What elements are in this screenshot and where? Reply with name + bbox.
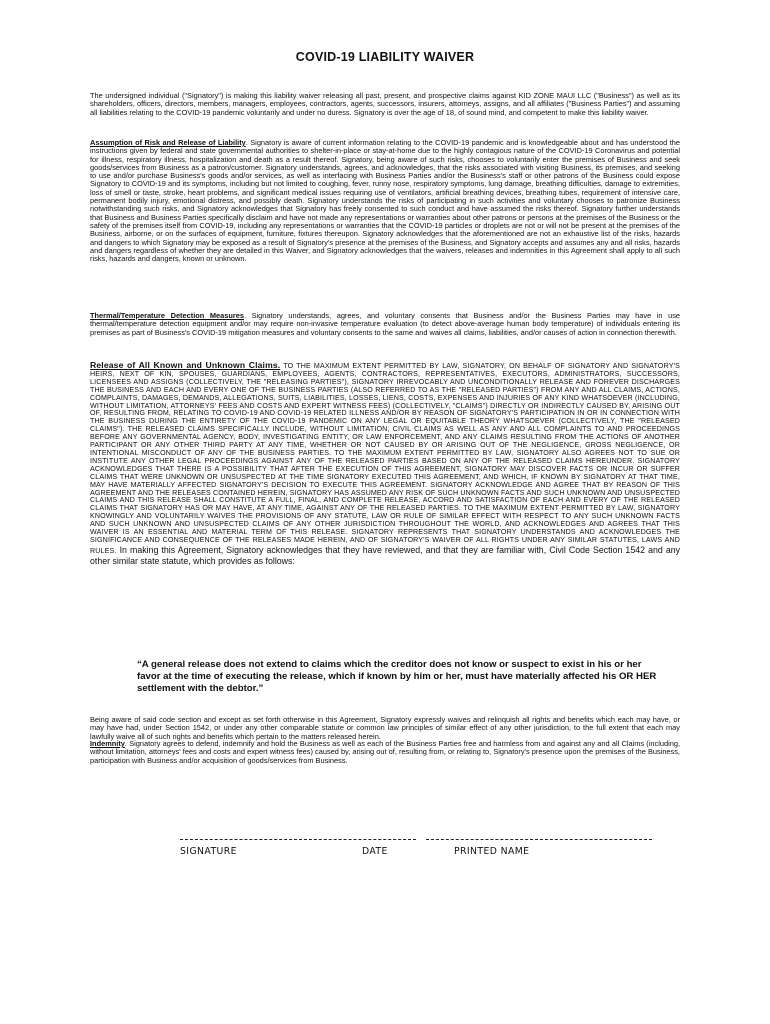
printed-name-line[interactable]	[426, 839, 652, 840]
indemnity-heading: Indemnity	[90, 739, 125, 748]
civil-code-quote: “A general release does not extend to claims which the creditor does not know or suspect to exist in his or her favor at the time of executing the release, which if known by him or her, must have materially affected his OR HER settlement with the debtor.”	[137, 659, 657, 694]
intro-paragraph: The undersigned individual ("Signatory") is making this liability waiver releasing all past, present, and prospective claims against KID ZONE MAUI LLC ("Business") as well as its shareholders, officers, directors, members, managers, employees, contractors, agents, successors, insurers, attorneys, assigns, and all affiliates ("Business Parties") and assuming all liabilities relating to the COVID-19 pandemic voluntarily and under no duress. Signatory is over the age of 18, of sound mind, and competent to make this liability waiver.	[90, 91, 680, 117]
assumption-of-risk-section	[90, 139, 680, 263]
assumption-body: . Signatory is aware of current information relating to the COVID-19 pandemic and is knowledgeable about and has understood the instructions given by federal and state governmental authorities to shelter-in-place or stay-at-home due to the highly contagious nature of the COVID-19 Coronavirus and potential for illness, respiratory illness, hospitalization and death as a result thereof. Signatory, being aware of such risks, chooses to voluntarily enter the premises of Business and seek goods/services from Business as a patron/customer. Signatory understands, agrees, and acknowledges, that the risks associated with visiting Business, its premises, and seeking to use and/or purchase Business's goods and/or services, as well as interfacing with Business Parties and/or the Business's staff or other patrons of the Business could expose Signatory to COVID-19 and its symptoms, including but not limited to coughing, fever, runny nose, respiratory symptoms, lung damage, breathing difficulties, damage to extremities, loss of smell or taste, stroke, heart problems, and significant medical issues requiring use of ventilators, artificial breathing devices, breathing tubes, requirement of intensive care, permanent bodily injury, emotional distress, and possibly death. Signatory understands the risks of participating in such activities and voluntary chooses to patronize Business notwithstanding such risks, and Signatory acknowledges that Signatory has freely consented to such conduct and have assumed the risks thereof. Signatory further understands that Business and Business Parties specifically disclaim and have not made any representations or warranties about other patrons or persons at the premises of the Business or the safety of the premises itself from COVID-19, including any representations or warranties that the COVID-19 particles or droplets are not or will not be present at the premises of the Business, airborne, or on the surfaces of equipment, furniture, fixtures thereupon. Signatory acknowledges that the aforementioned are not an exhaustive list of the risks, hazards and dangers to which Signatory may be exposed as a result of Signatory's presence at the premises of the Business, and Signatory accepts and assumes any and all risks, hazards and dangers regardless of whether they are detailed in this Waiver, and Signatory acknowledges that the waivers, releases and indemnities in this Agreement shall apply to all such risks, hazards and dangers, known or unknown.	[90, 138, 680, 264]
release-heading: Release of All Known and Unknown Claims.	[90, 360, 281, 370]
signature-date-line[interactable]	[180, 839, 416, 840]
thermal-body: . Signatory understands, agrees, and voluntary consents that Business and/or the Business Parties may have in use thermal/temperature detection equipment and/or may require non-invasive temperature evaluation (to detect above-average human body temperature) of individuals entering its premises as part of Business's COVID-19 mitigation measures and voluntary consents to the same and waives all claims, liabilities, and/or causes of action in connection therewith.	[90, 311, 681, 337]
release-of-claims-section	[90, 362, 680, 567]
signature-label: SIGNATURE	[180, 846, 237, 857]
release-body: TO THE MAXIMUM EXTENT PERMITTED BY LAW, SIGNATORY, ON BEHALF OF SIGNATORY AND SIGNATORY'S HEIRS, NEXT OF KIN, SPOUSES, GUARDIANS, EMPLOYEES, AGENTS, CONTRACTORS, REPRESENTATIVES, EXECUTORS, ADMINISTRATORS, SUCCESSORS, LICENSEES AND ASSIGNS (COLLECTIVELY, THE "RELEASING PARTIES"), SIGNATORY IRREVOCABLY AND UNCONDITIONALLY RELEASE AND FOREVER DISCHARGES THE BUSINESS AND EACH AND EVERY ONE OF THE BUSINESS PARTIES (ALSO REFERRED TO AS THE "RELEASED PARTIES") FROM ANY AND ALL CLAIMS, ACTIONS, COMPLAINTS, DAMAGES, DEMANDS, ALLEGATIONS, SUITS, LIABILITIES, LOSSES, LIENS, COSTS, EXPENSES AND INJURIES OF ANY KIND WHATSOEVER (INCLUDING, WITHOUT LIMITATION, ATTORNEYS' FEES AND COSTS AND EXPERT WITNESS FEES) (COLLECTIVELY, "CLAIMS") DIRECTLY OR INDIRECTLY CAUSED BY, ARISING OUT OF, RESULTING FROM, RELATING TO COVID-19 AND COVID-19 RELATED ILLNESS AND/OR BY REASON OF SIGNATORY'S PARTICIPATION IN OR IN CONNECTION WITH THE BUSINESS DURING THE ENTIRETY OF THE COVID-19 PANDEMIC ON ANY LEGAL OR EQUITABLE THEORY WHATSOEVER (COLLECTIVELY, THE "RELEASED CLAIMS"). THE RELEASED CLAIMS SPECIFICALLY INCLUDE, WITHOUT LIMITATION, CIVIL CLAIMS AS WELL AS ANY AND ALL COMPLAINTS TO AND PROCEEDINGS BEFORE ANY GOVERNMENTAL AGENCY, BODY, INVESTIGATING ENTITY, OR LAW ENFORCEMENT, AND ANY CLAIMS RESULTING FROM THE ACTIONS OF ANOTHER PARTICIPANT OR ANY OTHER THIRD PARTY AT ANY TIME, WHETHER OR NOT CAUSED BY OR ARISING OUT OF THE NEGLIGENCE, GROSS NEGLIGENCE, OR INTENTIONAL MISCONDUCT OF ANY OF THE BUSINESS PARTIES. TO THE MAXIMUM EXTENT PERMITTED BY LAW, SIGNATORY ALSO AGREES NOT TO SUE OR INSTITUTE ANY OTHER LEGAL PROCEEDINGS AGAINST ANY OF THE RELEASED PARTIES BASED ON ANY OF THE RELEASED CLAIMS HEREUNDER. SIGNATORY ACKNOWLEDGES THAT THERE IS A POSSIBILITY THAT AFTER THE EXECUTION OF THIS AGREEMENT, SIGNATORY MAY DISCOVER FACTS OR INCUR OR SUFFER CLAIMS THAT WERE UNKNOWN OR UNSUSPECTED AT THE TIME SIGNATORY EXECUTED THIS AGREEMENT, AND WHICH, IF KNOWN BY SIGNATORY AT THAT TIME, MAY HAVE MATERIALLY AFFECTED SIGNATORY'S DECISION TO EXECUTE THIS AGREEMENT. SIGNATORY ACKNOWLEDGE AND AGREE THAT BY REASON OF THIS AGREEMENT AND THE RELEASES CONTAINED HEREIN, SIGNATORY HAS ASSUMED ANY RISK OF SUCH UNKNOWN FACTS AND SUCH UNKNOWN AND UNSUSPECTED CLAIMS AND THIS RELEASE SHALL CONSTITUTE A FULL, FINAL, AND COMPLETE RELEASE, ACCORD AND SATISFACTION OF EACH AND EVERY OF THE RELEASED CLAIMS THAT SIGNATORY HAS OR MAY HAVE, AT ANY TIME, AGAINST ANY OF THE RELEASED PARTIES. TO THE MAXIMUM EXTENT PERMITTED BY LAW, SIGNATORY KNOWINGLY AND VOLUNTARILY WAIVES THE PROVISIONS OF ANY STATUTE, LAW OR RULE OF SIMILAR EFFECT WITH RESPECT TO ANY SUCH UNKNOWN FACTS AND SUCH UNKNOWN AND UNSUSPECTED CLAIMS OF ANY OTHER JURISDICTION THROUGHOUT THE WORLD, AND ACKNOWLEDGES AND AGREES THAT THIS WAIVER IS AN ESSENTIAL AND MATERIAL TERM OF THIS RELEASE. SIGNATORY REPRESENTS THAT SIGNATORY UNDERSTANDS AND ACKNOWLEDGES THE SIGNIFICANCE AND CONSEQUENCE OF THE RELEASES MADE HEREIN, AND OF SIGNATORY'S WAIVER OF ALL RIGHTS UNDER ANY SIMILAR STATUTES, LAWS AND RULES.	[90, 362, 680, 555]
thermal-heading: Thermal/Temperature Detection Measures	[90, 311, 244, 320]
printed-name-label: PRINTED NAME	[454, 846, 530, 857]
document-title: COVID-19 LIABILITY WAIVER	[295, 50, 475, 64]
release-tail: In making this Agreement, Signatory acknowledges that they have reviewed, and that they are familiar with, Civil Code Section 1542 and any other similar state statute, which provides as follows:	[90, 544, 680, 566]
code-section-paragraph: Being aware of said code section and except as set forth otherwise in this Agreement, Signatory expressly waives and relinquish all rights and benefits which each may have, or may have had, under Section 1542, or under any other comparable statute or common law principles of similar effect of any other jurisdiction, to the full extent that each may lawfully waive all of such rights and benefits which pertain to the matters released herein.	[90, 715, 680, 741]
thermal-detection-section	[90, 312, 680, 337]
date-label: DATE	[362, 846, 388, 857]
indemnity-body: . Signatory agrees to defend, indemnify and hold the Business as well as each of the Business Parties free and harmless from and against any and all Claims (including, without limitation, attorneys' fees and costs and expert witness fees) caused by, arising out of, resulting from, or relating to, Signatory's presence upon the premises of the Business, participation with Business and/or acquisition of goods/services from Business.	[90, 739, 680, 765]
indemnity-section	[90, 740, 680, 765]
assumption-heading: Assumption of Risk and Release of Liability	[90, 138, 246, 147]
